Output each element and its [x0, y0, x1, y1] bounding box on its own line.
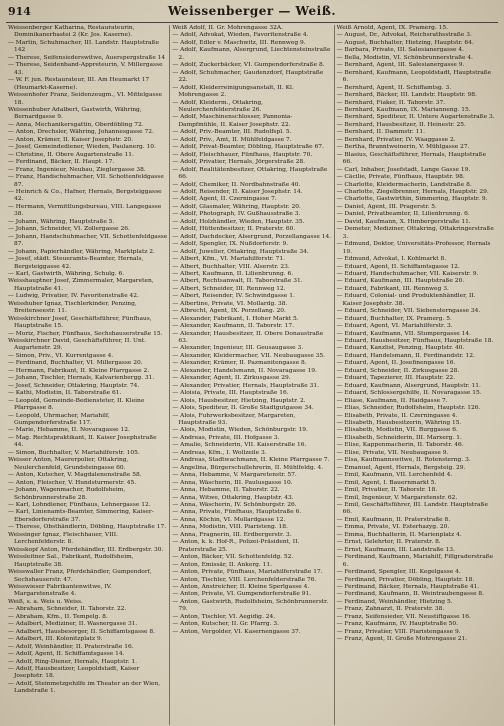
directory-entry: — Daniel, Privatbeamter, II. Lilienbrunng. 6.: [336, 211, 470, 218]
directory-entry: — Therese, Seifensiederswitwe, Auerspergstraße 14: [8, 54, 166, 61]
directory-entry: — Emil, Geschäftsführer, III. Landstr. Hauptstraße 66.: [336, 502, 488, 516]
directory-entry: — Adolf, Kleiderreinigungsanstalt, II. Kl. Mohrengasse 2.: [172, 84, 294, 99]
directory-entry: — Albrecht, Agent, IX. Porzellang. 20.: [172, 308, 286, 315]
directory-entry: — Barbara, Private, III. Salesianergasse 4.: [336, 47, 464, 54]
directory-entry: — Eduard, Handschuhmacher, VII. Kaiserstr. 9.: [336, 270, 479, 277]
directory-entry: — Franz, Seifensieder, VII. Neustiftgasse 16.: [336, 613, 471, 620]
directory-entry: — Alexander, Privatier, Hernals, Hauptstraße 31.: [172, 382, 320, 389]
directory-entry: — Eduard, Tapezierer, III. Hauptstr. 22.: [336, 375, 456, 382]
directory-entry: — Albert, Schneider, III. Rennweg 12.: [172, 285, 286, 292]
directory-entry: — Emma, Private, VI. Esterhazyg. 20.: [336, 524, 450, 531]
directory-entry: — Bernhard, Kaufmann, IX. Marianneng. 15.: [336, 106, 471, 113]
directory-entry: — Elise, Private, VII. Neubaugasse 9.: [336, 449, 449, 456]
directory-entry: — Josef, städt. Steueramts-Beamter, Hernals, Bergsteiggasse 42.: [8, 256, 144, 270]
directory-entry: — Anna, Hebamme, II. Taborstr. 22.: [172, 487, 280, 494]
directory-entry: — Emil, Ingenieur, V. Margaretenstr. 62.: [336, 494, 458, 501]
directory-entry: — Hermann, Vermittlungsbureau, VIII. Langegasse 38.: [8, 203, 162, 218]
directory-entry: — Angelina, Bürgerschullehrerin, II. Mühlfeldg. 4.: [172, 464, 324, 471]
directory-entry: — Adolf, Agent, II. Czerningasse 7.: [172, 196, 277, 203]
directory-entry: — Emil, Agent, I. Bauernmarkt 5.: [336, 479, 437, 486]
directory-entry: — Ferdinand, Buchhalter, VI. Millergasse 20.: [8, 360, 143, 367]
directory-entry: Weiß, s. a. Weis u. Weiss.: [8, 598, 83, 605]
directory-entry: — Anton, Fleischer, V. Hundsturmerstr. 45.: [8, 479, 137, 486]
directory-entry: — Alexander, Ingenieur, III. Geusaugasse 3.: [172, 345, 304, 352]
directory-entry: — Adolf, Agent, II. Schiffamtsgasse 14.: [8, 651, 125, 658]
directory-entry: — Andreas, Stadtwachmann, II. Kleine Pfarrgasse 7.: [172, 457, 330, 464]
directory-entry: — Adolf, Priv., Amt, II. Mühlfeldgasse 7.: [172, 136, 292, 143]
directory-entry: — Eduard, Schlossergehilfe, II. Novaragasse 15.: [336, 390, 482, 397]
directory-entry: — Martin, Schuhmacher, III. Landstr. Hauptstraße 142: [8, 39, 159, 54]
directory-entry: Weissenhuber Adalbert, Gastwirth, Währing, Bernardgasse 9.: [8, 106, 142, 121]
directory-entry: — Adolf, Juwelier, Ottakring, Hauptstraße 34.: [172, 248, 309, 255]
directory-entry: — Anna, Private, Fünfhaus, Hauptstraße 6.: [172, 509, 302, 516]
directory-entry: Weisser Anton, Maurerpolier, Ottakring, Neulerchenfeld, Grundsteingasse 60.: [8, 457, 129, 471]
directory-entry: — Adolf, Edler v. Maschwitz, III. Rennweg 9.: [172, 39, 306, 46]
directory-entry: — Adolf, Photograph, IV. Gußhausstraße 3.: [172, 211, 301, 218]
directory-entry: — Elsa, Kaufmannswitwe, II. Rotensterng. 3.: [336, 457, 471, 464]
directory-columns: [6, 25, 498, 725]
directory-entry: — Kathi, Modistin, II. Taborstraße 61.: [8, 390, 122, 397]
directory-entry: — Karl, Linienamts-Beamter, Simmering, Kaiser-Ebersdorferstraße 37.: [8, 509, 154, 523]
directory-entry: — Leopold, Uhrmacher, Mariahilf, Gumpendorferstraße 117.: [8, 412, 110, 427]
directory-entry: — Moriz, Fischer, Fünfhaus, Sechshauserstraße 15.: [8, 330, 163, 337]
directory-entry: — Bernhard, Fiaker, II. Taborstr. 37.: [336, 99, 446, 106]
directory-entry: — Adolf, Maschinenschlosser, Pannonia-Dampfmühle, II. Kaiser Josephstr. 22.: [172, 114, 293, 128]
directory-entry: — Adolf, Kaufmann, Alsergrund, Liechtensteinstraße 2.: [172, 47, 331, 61]
directory-entry: — Anna, Fragnerin, III. Erdbergerstr. 3.: [172, 531, 292, 538]
directory-entry: — Alexander, Fabrikant, I. Hoher Markt 5.: [172, 315, 299, 322]
directory-entry: — Albert, Rechtsanwalt, II. Taborstraße 31.: [172, 278, 303, 285]
directory-entry: — Eduard, Colonial- und Produktenhändler, II. Kaiser Josephstr. 38.: [336, 293, 476, 307]
directory-entry: Weisskirchner Josef, Geschäftsführer, Fünfhaus, Hauptstraße 15.: [8, 315, 152, 330]
directory-entry: — Albertine, Private, VI. Mollardg. 38.: [172, 300, 288, 307]
directory-entry: — Emanuel, Agent, Hernals, Bergsteig. 29.: [336, 464, 466, 471]
directory-entry: — Eduard, Agent, II. Schiffamtsgasse 12.: [336, 263, 460, 270]
directory-entry: — Adolf, Hausbesitzer, Leopoldstadt, Kaiser Josephstr. 18.: [8, 665, 140, 680]
directory-entry: — Adolf, Spengler, IX. Nußdorferstr. 9.: [172, 241, 289, 248]
directory-entry: — Adolf, Glasmaler, Währing, Hauptstr. 20.: [172, 203, 301, 210]
directory-entry: — Emil, Kaufmann, VII. Lerchenfeld 4.: [336, 472, 453, 479]
directory-entry: — Alois, Spediteur, II. Große Stadtgutgasse 34.: [172, 405, 314, 412]
directory-entry: — Alexander, Handelsmann, II. Novaragasse 19.: [172, 367, 317, 374]
directory-entry: — Johann, Währing, Hauptstraße 5.: [8, 218, 115, 225]
directory-entry: — Andreas, Kfm., I. Wollzeile 3.: [172, 449, 267, 456]
directory-entry: — Johann, Handschuhmacher, VII. Schottenfeldgasse 87.: [8, 233, 168, 248]
directory-entry: — Franz, Handschuhmacher, VII. Schottenfeldgasse 87.: [8, 174, 164, 188]
directory-entry: Weissenhofer Franz, Seidenzeugm., VI. Mittelgasse 18.: [8, 92, 162, 106]
directory-entry: — Franz, Agent, II. Große Mohrengasse 21.: [336, 636, 468, 643]
directory-entry: — Bernhard, Kaufmann, Leopoldstadt, Hauptstraße 6.: [336, 69, 492, 84]
directory-entry: — Abraham, Schneider, II. Taborstr. 22.: [8, 606, 127, 613]
directory-entry: — Karl, Lohndiener, Fünfhaus, Lehnergasse 12.: [8, 502, 151, 508]
directory-entry: — Bernhard, Agent, III. Salesianergasse 9.: [336, 62, 465, 69]
directory-entry: — Eduard, Kaufmann, III. Hauptstraße 20.: [336, 278, 465, 285]
directory-entry: — Charlotte, Ziegelbrenner, Hernals, Hauptstr. 29.: [336, 188, 489, 195]
directory-entry: — Anton, Tischler, VI. Aegidig. 24.: [172, 613, 276, 620]
directory-entry: — Adolf, Realitätenbesitzer, Ottakring, Hauptstraße 66.: [172, 166, 328, 181]
directory-entry: — Ferdinand, Spengler, III. Kegelgasse 4.: [336, 569, 461, 576]
directory-entry: — Charlotte, Gastwirthin, Simmering, Hauptstr. 9.: [336, 196, 488, 203]
directory-entry: — Adolf, Ring-Diener, Hernals, Hauptstr. 1.: [8, 658, 137, 665]
directory-entry: — Amalie, Schneiderin, VII. Kaiserstraße 16.: [172, 442, 307, 449]
directory-entry: — Emil, Kaufmann, II. Praterstraße 8.: [336, 516, 451, 523]
directory-entry: — Eduard, Kaufmann, Alsergrund, Hauptstr. 11.: [336, 382, 481, 389]
directory-entry: — Ferdinand, Bäcker, II. Haupt. 17.: [8, 159, 115, 166]
directory-entry: — Alois, Fuhrwerksbesitzer, Margareten, Hauptstraße 93.: [172, 412, 296, 427]
directory-entry: — Alexander, Hausbesitzer, II. Obere Donaustraße 63.: [172, 330, 324, 345]
directory-entry: Weisskirchner David, Geschäftsführer, II. Unt. Augartenstr. 29.: [8, 338, 147, 352]
directory-entry: — Aloisia, Private, III. Hauptstraße 16.: [172, 390, 289, 397]
directory-entry: — Franz, Privatier, VIII. Piaristengasse 9.: [336, 628, 461, 635]
directory-entry: — Therese, Obsthändlerin, Döbling, Hauptstraße 17.: [8, 524, 167, 531]
directory-entry: — Christine, II. Obere Augartenstraße 11.: [8, 151, 134, 158]
directory-entry: — Anna, Witwe, Ottakring, Hauptstr. 43.: [172, 494, 294, 501]
directory-entry: — Bernhard, Bäcker, III. Landstr. Hauptstr. 98.: [336, 92, 477, 99]
directory-entry: — Adolf, Priv.-Beamter, III. Rudolfspl. 5.: [172, 129, 292, 136]
directory-entry: — Adolf, Holzhändler, Wieden, Hauptstr. 35.: [172, 218, 305, 225]
directory-entry: Weisshauptner Josef, Zimmermaler, Margareten, Hauptstraße 41.: [8, 278, 154, 292]
directory-entry: — Adolf, Weinhändler, II. Praterstraße 16.: [8, 643, 134, 650]
directory-entry: — Alexander, Kaufmann, II. Taborstr. 17.: [172, 323, 295, 330]
directory-entry: — Elisabeth, Hausbesitzerin, Währing 15.: [336, 420, 462, 427]
directory-entry: — Elisabeth, Modistin, VII. Burggasse 6.: [336, 427, 458, 434]
directory-entry: — Alexander, Agent, II. Zirkusgasse 29.: [172, 375, 291, 382]
directory-column-3: [335, 25, 498, 725]
directory-entry: Weisswaller Franz, Pferdehändler, Gumpendorf, Sechshauserstr. 47.: [8, 569, 152, 583]
directory-entry: — Bernhard, Spediteur, II. Untere Augartenstraße 3.: [336, 114, 495, 121]
directory-entry: Weissleitner Sal., Fabrikant, Rudolfsheim, Hauptstraße 38.: [8, 554, 134, 568]
running-head: Weissenberger — Weiß.: [167, 4, 337, 18]
directory-entry: — Bernhard, Agent, II. Schiffamtsg. 3.: [336, 84, 452, 91]
directory-entry: — Leopold, Gemeinde-Bediensteter, II. Kleine Pfarrgasse 8.: [8, 397, 145, 412]
directory-entry: — Simon, Buchhalter, V. Mariahilferstr. 105.: [8, 449, 140, 456]
directory-entry: — Albert, Reisender, IV. Schwindgasse 1.: [172, 293, 295, 300]
directory-entry: — Anton, k. k. Hof-R., Polizei-Präsident, II. Praterstraße 25.: [172, 539, 300, 553]
directory-entry: — Anton, Private, VI. Gumpendorferstraße 91.: [172, 591, 312, 598]
directory-entry: — Cäcilie, Private, Fünfhaus, Hauptstr. 98.: [336, 174, 465, 181]
directory-entry: — Simon, Priv., VI. Kurrentgasse 4.: [8, 352, 114, 359]
directory-entry: — Anton, Tischler, VIII. Lerchenfelderstraße 76.: [172, 576, 317, 583]
directory-entry: — Anton, Bäcker, VII. Schottenfeldg. 52.: [172, 554, 294, 561]
directory-entry: — Emil, Privatier, II. Taborstr. 18.: [336, 487, 438, 494]
directory-entry: — Marie, Hebamme, II. Novaragasse 12.: [8, 427, 130, 434]
directory-entry: Weissenberger Katharina, Restaurateurin, Dominikanerbastei 2 (Kr. Jos. Kaserne).: [8, 25, 135, 39]
directory-entry: — Daniel, Agent, III. Pragerstr. 5.: [336, 203, 437, 210]
directory-entry: — Anton, Kutscher, II. Gr. Pfarrg. 3.: [172, 621, 279, 628]
directory-entry: — Eduard, Kaufmann, VII. Stumpergasse 14.: [336, 330, 472, 337]
directory-entry: — Adolf, Reisender, II. Kaiser Josephstr. 14.: [172, 188, 303, 195]
directory-entry: — Johann, Papierhändler, Währing, Marktplatz 2.: [8, 248, 155, 255]
directory-entry: — Eduard, Schneider, VII. Siebensterngasse 34.: [336, 308, 481, 315]
directory-entry: — Albert, Kaufmann, II. Lilienbrunng. 6.: [172, 270, 294, 277]
directory-entry: — Hermann, Fabrikant, II. Kleine Pfarrgasse 2.: [8, 367, 150, 374]
directory-entry: — Adolf, Privat-Beamter, Döbling, Hauptstraße 67.: [172, 144, 324, 151]
directory-entry: — Ferdinand, Bäcker, Hernals, Hauptstraße 41.: [336, 583, 480, 590]
directory-entry: — Johann, Wagenmacher, Rudolfsheim, Schönbrunnerstraße 28.: [8, 487, 126, 501]
directory-entry: — Adolf, Kleiderm., Ottakring, Neulerchenfelderstraße 26.: [172, 99, 263, 113]
directory-entry: Weiß Arnold, Agent, IX. Pramerg. 15.: [336, 25, 448, 31]
directory-entry: — Eduard, Handelsmann, II. Ferdinandstr. 12.: [336, 352, 475, 359]
directory-entry: — Adolf, Schuhmacher, Gaudenzdorf, Hauptstraße 22.: [172, 69, 324, 84]
directory-entry: — Adalbert, III. Kolonitzplatz 9.: [8, 636, 103, 643]
directory-entry: — Demeter, Mediziner, Ottakring, Ottakringerstraße 3.: [336, 226, 494, 240]
directory-entry: — Anton, Drechsler, Währing, Johannesgasse 72.: [8, 129, 154, 136]
directory-entry: — Charlotte, Kleidermacherin, Landstraße 8.: [336, 181, 472, 188]
directory-entry: — Alexander, Kleidermacher, VII. Neubaugasse 35.: [172, 352, 326, 359]
directory-entry: — Therese, Seidenband-Appreteurin, V. Millergasse 43.: [8, 62, 163, 76]
directory-entry: — David, Kaufmann, X. Himbergerstraße 11.: [336, 218, 471, 225]
directory-entry: — Franz, Kaufmann, IV. Hauptstraße 50.: [336, 621, 459, 628]
directory-entry: — Alexander, Krämer, II. Pazmanitengasse 8.: [172, 360, 307, 367]
directory-entry: — W. F. jun. Restaurateur, III. Am Heumarkt 17 (Heumarkt-Kaserne).: [8, 77, 150, 91]
directory-entry: — Adolf, Steinmetzgehilfe im Theater an der Wien, Landstraße 1.: [8, 680, 161, 695]
directory-entry: — Blasius, Geschäftsführer, Hernals, Hauptstraße 66.: [336, 151, 487, 166]
directory-entry: — Anton, Krämer, II. Kaiser Josephstr. 20.: [8, 136, 134, 143]
directory-entry: — Adolf, Privatier, Hernals, Jörgerstraße 28.: [172, 159, 305, 166]
directory-entry: — Ludwig, Privatier, IV. Favoritenstraße 42.: [8, 293, 139, 300]
directory-entry: — Adolf, Chemiker, II. Nordbahnstraße 40.: [172, 181, 301, 188]
directory-entry: — Alois, Hausbesitzer, Hietzing, Hauptstr. 2.: [172, 397, 306, 404]
directory-entry: — Bernhard, II. Dammstr. 11.: [336, 129, 425, 136]
directory-entry: — Albert, Kfm., VI. Mariahilferstr. 71.: [172, 256, 285, 263]
directory-entry: — Anton, Kutscher, V. Magdalenenstraße 58.: [8, 472, 142, 479]
directory-entry: — Johann, Schneider, VI. Zollergasse 26.: [8, 226, 130, 233]
directory-entry: — Anna, Köchin, VI. Mollardgasse 12.: [172, 516, 286, 523]
directory-entry: — Heinrich & Co., Hafner, Hernals, Bergsteiggasse 42.: [8, 188, 162, 203]
directory-entry: — Bella, Modistin, VI. Schönbrunnerstraße 4.: [336, 54, 474, 61]
directory-entry: — Adolf, Advokat, Wieden, Favoritenstraße 4.: [172, 32, 309, 39]
directory-entry: Weisskopf Anton, Pferdehändler, III. Erdbergstr. 30.: [8, 546, 164, 553]
page-number: 914: [8, 5, 31, 18]
directory-entry: — Anna, Wäscherin, IV. Schönburgstr. 26.: [172, 502, 297, 508]
directory-entry: — Eduard, Fabrikant, III. Rennweg 3.: [336, 285, 449, 292]
directory-entry: Weisswieser Fabrikantenwitwe, IV. Margaretenstraße 4.: [8, 583, 112, 598]
directory-entry: — Adalbert, Mediziner, II. Wasnergasse 31.: [8, 621, 138, 628]
directory-entry: — Adolf, Dachdecker, Alsergrund, Porzellangasse 14.: [172, 233, 332, 240]
directory-entry: — Albert, Buchhalter, VIII. Alserstr. 23.: [172, 263, 290, 270]
directory-entry: — August, Buchhalter, Hietzing, Hauptstr. 64.: [336, 39, 474, 46]
directory-entry: — Elisabeth, Private, II. Czerningasse 4.: [336, 412, 458, 419]
directory-entry: — Edmund, Doktor, Universitäts-Professor, Hernals 19.: [336, 241, 491, 255]
directory-entry: — Adalbert, Hausbesorger, II. Schiffamtsgasse 8.: [8, 628, 156, 635]
directory-entry: — Adolf, Fleischhauer, Fünfhaus, Hauptstr. 70.: [172, 151, 313, 158]
directory-entry: — Mag. Rechtspraktikant, II. Kaiser Josephstraße 44.: [8, 434, 157, 449]
directory-entry: — Ernst, Gelehrter, II. Praterstr. 8.: [336, 539, 441, 546]
directory-entry: — Eduard, Kanzlist, Penzing, Hauptstr. 40.: [336, 345, 465, 352]
directory-entry: — Eduard, Agent, VI. Mariahilferstr. 3.: [336, 323, 453, 330]
directory-entry: — Johann, Tischler, Hernals, Kalvarienbergg. 31.: [8, 375, 155, 382]
directory-column-1: [6, 25, 170, 725]
directory-entry: — Anna, Wäscherin, III. Paulusgasse 10.: [172, 479, 293, 486]
directory-entry: — Karl, Gastwirth, Währing, Schulg. 6.: [8, 270, 125, 277]
directory-entry: Weissinger Ignaz, Fleischhauer, VIII. Lerchenfelderstr. 8.: [8, 531, 118, 546]
directory-entry: Weisshuber Ignaz, Tischlerkinder, Penzing, Breitenseestr. 11.: [8, 300, 137, 315]
directory-entry: — Emma, Buchhalterin, II. Marienplatz 4.: [336, 531, 462, 538]
directory-entry: — Anna, Modistin, VIII. Piaristeng. 18.: [172, 524, 288, 531]
directory-entry: — Adolf, Zuckerbäcker, VI. Gumpendorferstraße 8.: [172, 62, 325, 69]
directory-entry: — Abraham, Kfm., II. Tempelg. 8.: [8, 613, 108, 620]
directory-entry: Weiß Adolf, II. Gr. Mohrengasse 32A.: [172, 25, 284, 31]
directory-entry: — Anton, Anstreicher, II. Kleine Sperlgasse 4.: [172, 583, 310, 590]
directory-entry: — Elisabeth, Schneiderin, III. Marxerg. 1.: [336, 434, 462, 441]
directory-entry: — Anna, Mechanikersgattin, Oberdöbling 72.: [8, 121, 144, 128]
directory-entry: — August, Dr., Advokat, Reichsrathsstraße 3.: [336, 32, 472, 39]
directory-entry: — Edmund, Advokat, I. Kohlmarkt 8.: [336, 256, 447, 263]
directory-entry: — Alois, Modistin, Wieden, Schönburgstr. 19.: [172, 427, 308, 434]
directory-column-2: [170, 25, 334, 725]
directory-entry: — Anton, Emissär, II. Ankerg. 11.: [172, 561, 273, 568]
directory-entry: — Ferdinand, Weinhändler, Hietzing 5.: [336, 598, 453, 605]
directory-entry: — Anton, Gastwirth, Rudolfsheim, Schönbrunnerstr. 79.: [172, 598, 329, 613]
directory-entry: — Ferdinand, Kaufmann, Mariahilf, Fillgraderstraße 6.: [336, 554, 494, 568]
directory-entry: — Anna, Hebamme, V. Margaretenstr. 57.: [172, 472, 297, 479]
directory-entry: — Bertha, Branntweinerin, V. Mühlgasse 27.: [336, 144, 470, 151]
directory-entry: — Eliase, Kaufmann, II. Haidgasse 7.: [336, 397, 448, 404]
directory-entry: — Franz, Ingenieur, Neubau, Zieglergasse 38.: [8, 166, 146, 173]
directory-entry: — Elise, Kappenmacherin, II. Taborstr. 46.: [336, 442, 464, 449]
directory-entry: — Adolf, Hüttenbesitzer, II. Praterstr. 60.: [172, 226, 296, 233]
directory-entry: — Eduard, Buchhalter, IX. Pramerg. 5.: [336, 315, 452, 322]
page-header: [6, 4, 498, 23]
directory-entry: — Bernhard, Hausbesitzer, II. Heinestr. 25.: [336, 121, 466, 128]
directory-entry: — Bernhard, Privatier, IV. Waaggasse 2.: [336, 136, 456, 143]
directory-entry: — Ferdinand, Privatier, Döbling, Hauptstr. 18.: [336, 576, 475, 583]
directory-entry: — Carl, Inhaber, Josefstadt, Lange Gasse 19.: [336, 166, 471, 173]
directory-entry: — Anton, Vergolder, VI. Kasernengasse 37.: [172, 628, 301, 635]
directory-entry: — Anton, Private, Fünfhaus, Mariahilferstraße 17.: [172, 569, 323, 576]
directory-entry: — Eduard, Hausbesitzer, Fünfhaus, Hauptstraße 18.: [336, 338, 494, 345]
directory-entry: — Josef, Schneider, Ottakring, Hauptstr. 74.: [8, 382, 140, 389]
directory-entry: — Eduard, Schneider, II. Zirkusgasse 28.: [336, 367, 460, 374]
directory-entry: — Josef, Gemeindediener, Wieden, Paulanerg. 10.: [8, 144, 156, 151]
directory-entry: — Ernst, Kaufmann, III. Landstraße 13.: [336, 546, 455, 553]
directory-entry: — Eduard, Agent, II. Josefinengasse 16.: [336, 360, 456, 367]
directory-entry: — Elias, Schneider, Rudolfsheim, Hauptstr. 126.: [336, 405, 481, 412]
directory-entry: — Franz, Zahnarzt, II. Praterstr. 38.: [336, 606, 445, 613]
directory-entry: — Andreas, Private, III. Hofgasse 3.: [172, 434, 280, 441]
directory-entry: — Ferdinand, Kaufmann, II. Weintraubengasse 8.: [336, 591, 485, 598]
